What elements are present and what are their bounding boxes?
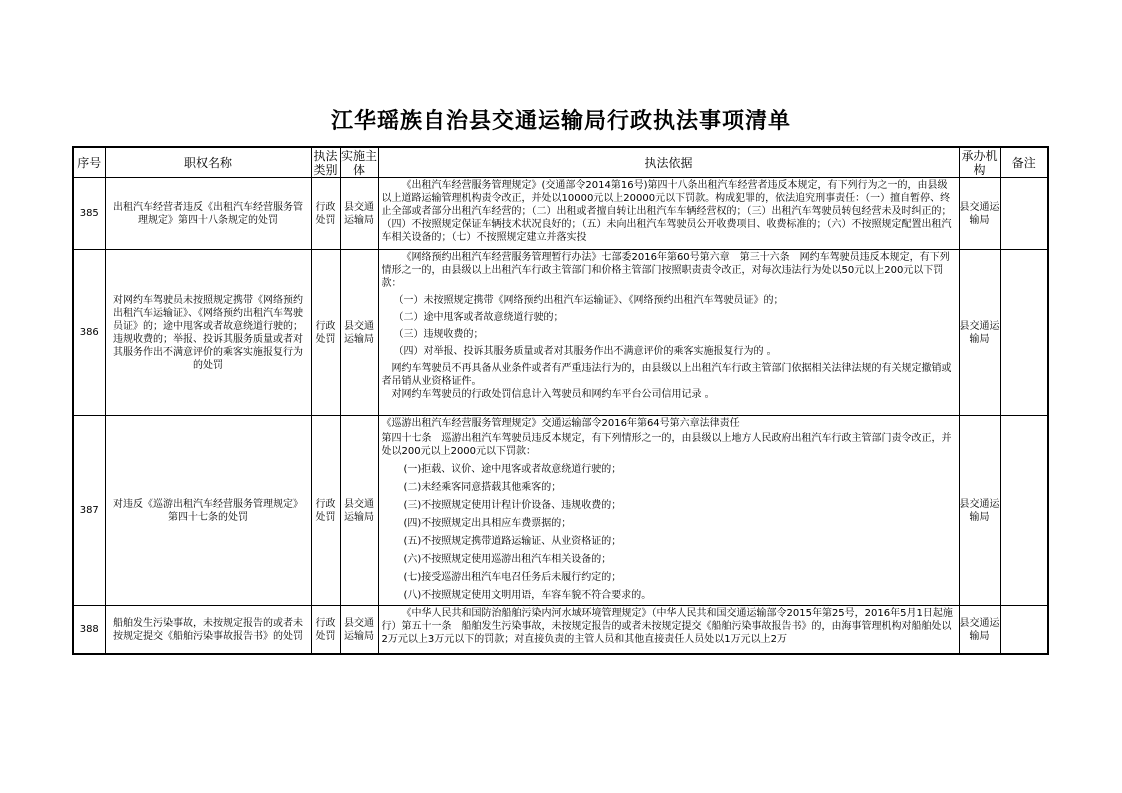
- basis-item: （一）未按照规定携带《网络预约出租汽车运输证》、《网络预约出租汽车驾驶员证》的；: [393, 295, 784, 306]
- basis-item: （二）途中甩客或者故意绕道行驶的；: [393, 312, 564, 323]
- table-row: [73, 606, 1048, 655]
- row-org: 县交通运输局: [959, 178, 1000, 250]
- row-remark: [1000, 250, 1048, 416]
- row-name: 对违反《巡游出租汽车经营服务管理规定》第四十七条的处罚: [105, 416, 311, 606]
- row-no: 388: [73, 606, 105, 655]
- basis-text: 《网络预约出租汽车经营服务管理暂行办法》七部委2016年第60号第六章 第三十六条 网约车驾驶员违反本规定，有下列情形之一的，由县级以上出租汽车行政主管部门和价格主管部门按照职责责令改正，对每次违法行为处以50元以上200元以下罚款：: [381, 252, 950, 289]
- basis-item: (六)不按照规定使用巡游出租汽车相关设备的；: [403, 554, 612, 565]
- table-row: [73, 416, 1048, 606]
- basis-item: (三)不按照规定使用计程计价设备、违规收费的；: [403, 500, 622, 511]
- basis-item: (五)不按照规定携带道路运输证、从业资格证的；: [403, 536, 622, 547]
- row-type: 行政处罚: [311, 416, 340, 606]
- basis-text: 网约车驾驶员不再具备从业条件或者有严重违法行为的，由县级以上出租汽车行政主管部门依据相关法律法规的有关规定撤销或者吊销从业资格证件。: [381, 363, 952, 387]
- row-remark: [1000, 178, 1048, 250]
- basis-item: （四）对举报、投诉其服务质量或者对其服务作出不满意评价的乘客实施报复行为的 。: [393, 346, 777, 357]
- row-type: 行政处罚: [311, 178, 340, 250]
- law-enforcement-table: [72, 146, 1049, 655]
- page-title: 江华瑶族自治县交通运输局行政执法事项清单: [330, 108, 791, 134]
- row-subject: 县交通运输局: [340, 178, 378, 250]
- row-subject: 县交通运输局: [340, 606, 378, 655]
- row-no: 385: [73, 178, 105, 250]
- header-no: 序号: [73, 147, 105, 178]
- row-no: 387: [73, 416, 105, 606]
- row-type: 行政处罚: [311, 250, 340, 416]
- row-basis: [378, 178, 959, 250]
- table-header-row: [73, 147, 1048, 178]
- row-basis: [378, 250, 959, 416]
- row-type: 行政处罚: [311, 606, 340, 655]
- header-type: 执法类别: [311, 147, 340, 178]
- row-name: 出租汽车经营者违反《出租汽车经营服务管理规定》第四十八条规定的处罚: [105, 178, 311, 250]
- basis-text: 《巡游出租汽车经营服务管理规定》交通运输部令2016年第64号第六章法律责任: [381, 418, 740, 429]
- row-remark: [1000, 606, 1048, 655]
- row-subject: 县交通运输局: [340, 416, 378, 606]
- row-basis: [378, 606, 959, 655]
- row-name: 船舶发生污染事故，未按规定报告的或者未按规定提交《船舶污染事故报告书》的处罚: [105, 606, 311, 655]
- basis-item: (七)接受巡游出租汽车电召任务后未履行约定的；: [403, 572, 622, 583]
- row-name: 对网约车驾驶员未按照规定携带《网络预约出租汽车运输证》、《网络预约出租汽车驾驶员证》的；途中甩客或者故意绕道行驶的；违规收费的；举报、投诉其服务质量或者对其服务作出不满意评价的乘客实施报复行为的处罚: [105, 250, 311, 416]
- basis-item: （三）违规收费的；: [393, 329, 484, 340]
- table-row: [73, 178, 1048, 250]
- row-org: 县交通运输局: [959, 606, 1000, 655]
- header-basis: 执法依据: [378, 147, 959, 178]
- basis-text: 《中华人民共和国防治船舶污染内河水域环境管理规定》（中华人民共和国交通运输部令2015年第25号，2016年5月1日起施行）第五十一条 船舶发生污染事故，未按规定报告的或者未按规定提交《船舶污染事故报告书》的，由海事管理机构对船舶处以2万元以上3万元以下的罚款；对直接负责的主管人员和其他直接责任人员处以1万元以上2万: [381, 608, 953, 645]
- basis-text: 《出租汽车经营服务管理规定》(交通部令2014第16号)第四十八条出租汽车经营者违反本规定，有下列行为之一的，由县级以上道路运输管理机构责令改正，并处以10000元以上20000元以下罚款。构成犯罪的，依法追究刑事责任：（一）擅自暂停、终止全部或者部分出租汽车经营的；（二）出租或者擅自转让出租汽车车辆经营权的；（三）出租汽车驾驶员转包经营未及时纠正的；（四）不按照规定保证车辆技术状况良好的；（五）未向出租汽车驾驶员公开收费项目、收费标准的；（六）不按照规定配置出租汽车相关设备的；（七）不按照规定建立并落实投: [381, 180, 952, 243]
- row-remark: [1000, 416, 1048, 606]
- basis-item: (八)不按照规定使用文明用语，车容车貌不符合要求的。: [403, 590, 652, 601]
- basis-text: 第四十七条 巡游出租汽车驾驶员违反本规定，有下列情形之一的，由县级以上地方人民政府出租汽车行政主管部门责令改正，并处以200元以上2000元以下罚款：: [381, 433, 952, 457]
- header-org: 承办机构: [959, 147, 1000, 178]
- row-org: 县交通运输局: [959, 416, 1000, 606]
- row-no: 386: [73, 250, 105, 416]
- row-subject: 县交通运输局: [340, 250, 378, 416]
- header-name: 职权名称: [105, 147, 311, 178]
- basis-item: (四)不按照规定出具相应车费票据的；: [403, 518, 572, 529]
- basis-item: (二)未经乘客同意搭载其他乘客的；: [403, 482, 562, 493]
- row-basis: [378, 416, 959, 606]
- basis-text: 对网约车驾驶员的行政处罚信息计入驾驶员和网约车平台公司信用记录 。: [391, 389, 715, 400]
- table-row: [73, 250, 1048, 416]
- header-remark: 备注: [1000, 147, 1048, 178]
- row-org: 县交通运输局: [959, 250, 1000, 416]
- header-subject: 实施主体: [340, 148, 377, 177]
- basis-item: (一)拒载、议价、途中甩客或者故意绕道行驶的；: [403, 464, 622, 475]
